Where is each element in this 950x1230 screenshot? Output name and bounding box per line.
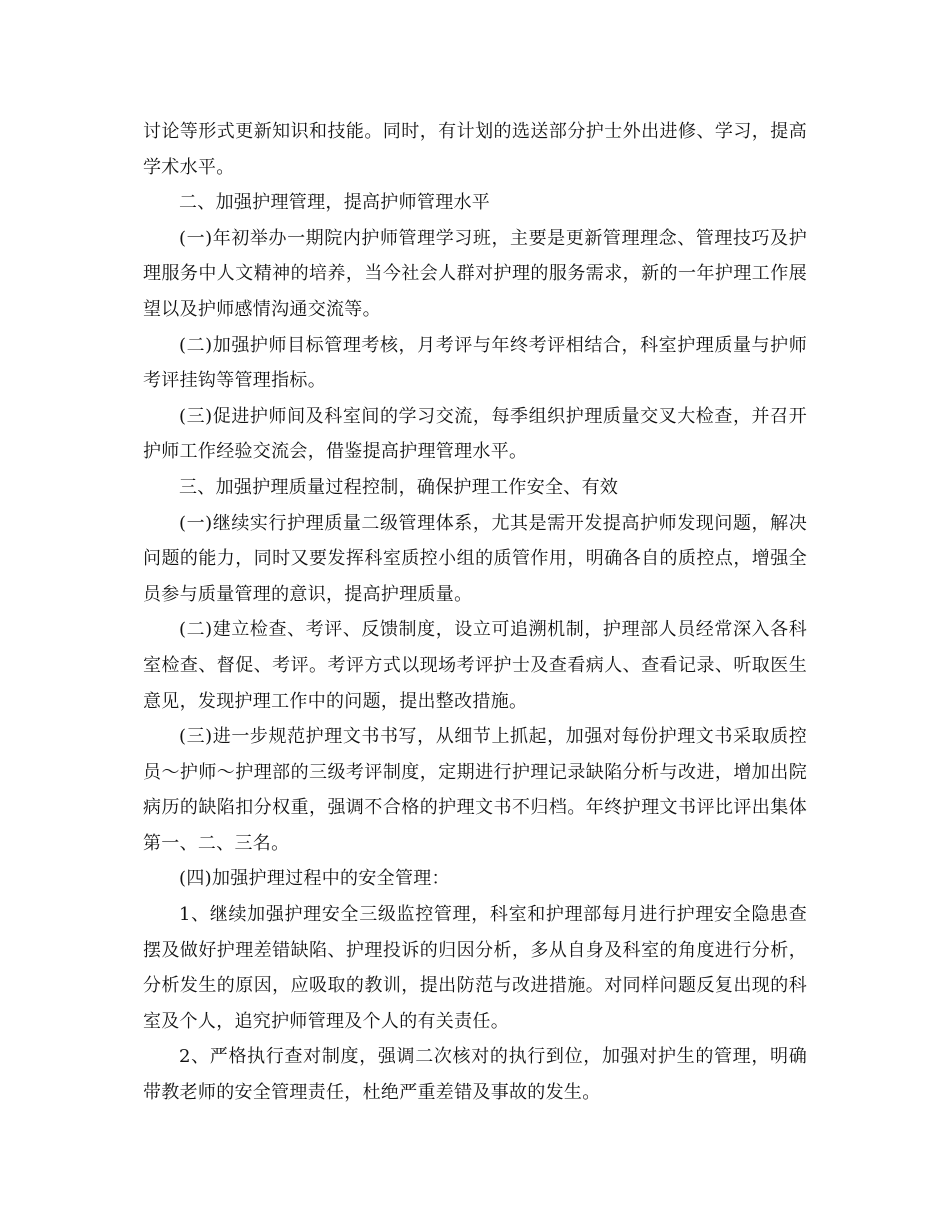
paragraph-3-3: (三)进一步规范护理文书书写，从细节上抓起，加强对每份护理文书采取质控员～护师～护理部的三级考评制度，定期进行护理记录缺陷分析与改进，增加出院病历的缺陷扣分权重，强调不合格的护理文书不归档。年终护理文书评比评出集体第一、二、三名。 — [143, 726, 807, 854]
paragraph-1: 讨论等形式更新知识和技能。同时，有计划的选送部分护士外出进修、学习，提高学术水平。 — [143, 121, 807, 178]
section-heading-2: 二、加强护理管理，提高护师管理水平 — [179, 192, 491, 214]
paragraph-2-2: (二)加强护师目标管理考核，月考评与年终考评相结合，科室护理质量与护师考评挂钩等管理指标。 — [143, 334, 807, 392]
paragraph-3-4: (四)加强护理过程中的安全管理： — [179, 868, 450, 890]
paragraph-3-4-1: 1、继续加强护理安全三级监控管理，科室和护理部每月进行护理安全隐患查摆及做好护理差错缺陷、护理投诉的归因分析，多从自身及科室的角度进行分析，分析发生的原因，应吸取的教训，提出防范与改进措施。对同样问题反复出现的科室及个人，追究护师管理及个人的有关责任。 — [143, 904, 807, 1032]
section-heading-3: 三、加强护理质量过程控制，确保护理工作安全、有效 — [179, 476, 619, 498]
paragraph-3-1: (一)继续实行护理质量二级管理体系，尤其是需开发提高护师发现问题，解决问题的能力，同时又要发挥科室质控小组的质管作用，明确各自的质控点，增强全员参与质量管理的意识，提高护理质量。 — [143, 512, 807, 605]
paragraph-3-4-2: 2、严格执行查对制度，强调二次核对的执行到位，加强对护生的管理，明确带教老师的安全管理责任，杜绝严重差错及事故的发生。 — [143, 1046, 807, 1104]
paragraph-3-2: (二)建立检查、考评、反馈制度，设立可追溯机制，护理部人员经常深入各科室检查、督促、考评。考评方式以现场考评护士及查看病人、查看记录、听取医生意见，发现护理工作中的问题，提出整改措施。 — [143, 619, 807, 712]
paragraph-2-1: (一)年初举办一期院内护师管理学习班，主要是更新管理理念、管理技巧及护理服务中人文精神的培养，当今社会人群对护理的服务需求，新的一年护理工作展望以及护师感情沟通交流等。 — [143, 227, 807, 320]
paragraph-2-3: (三)促进护师间及科室间的学习交流，每季组织护理质量交叉大检查，并召开护师工作经验交流会，借鉴提高护理管理水平。 — [143, 405, 807, 463]
document-body — [143, 114, 807, 1111]
